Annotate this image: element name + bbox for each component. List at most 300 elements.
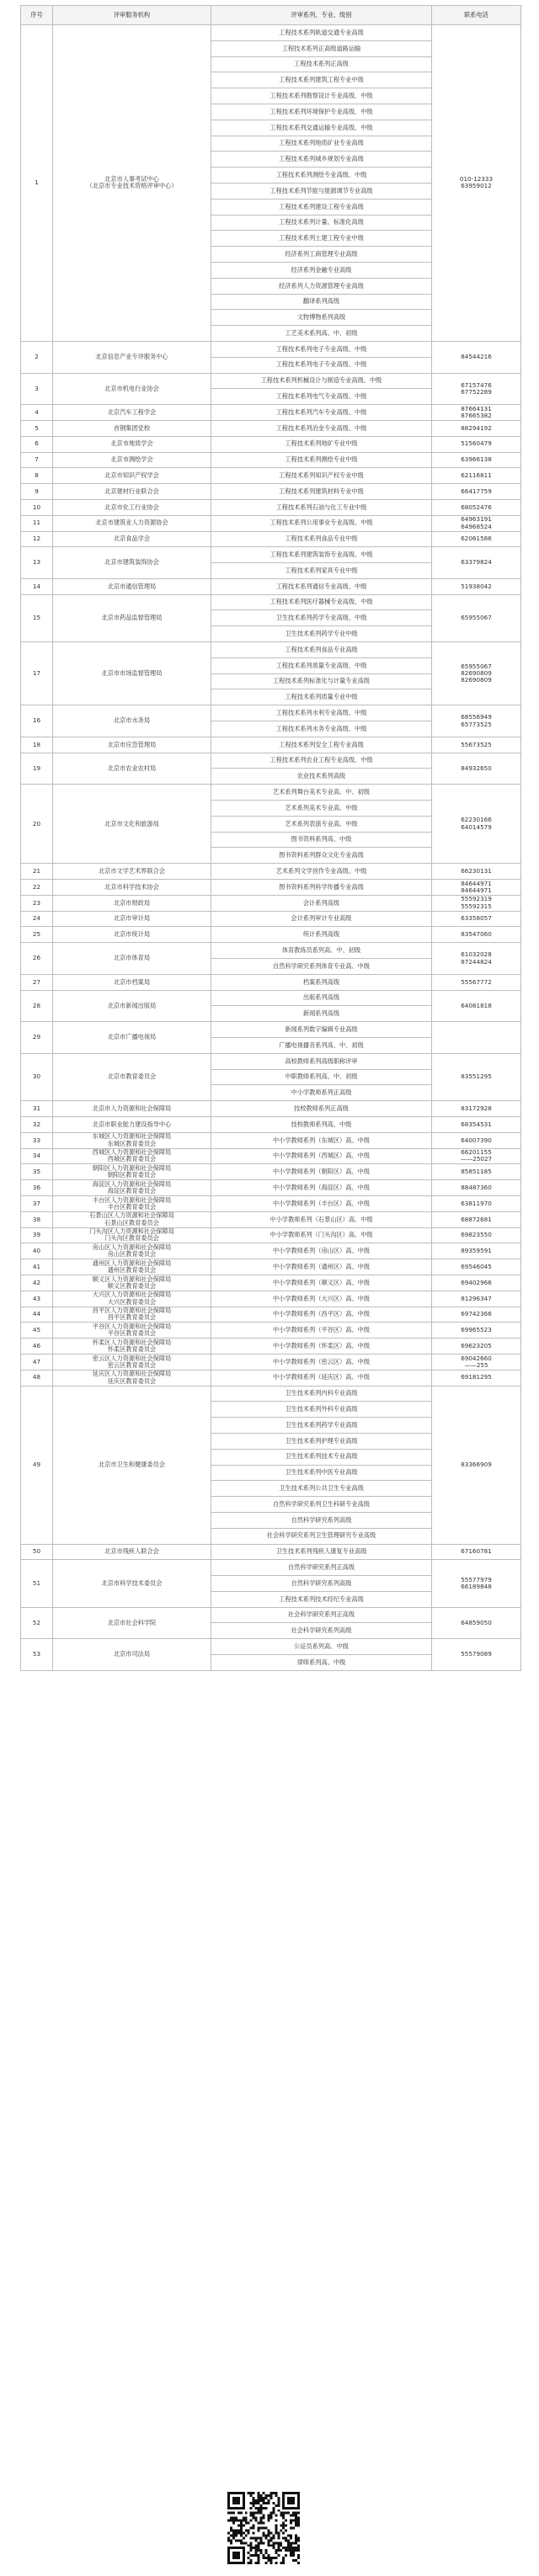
qr-module [227, 2559, 230, 2562]
qr-module [297, 2504, 300, 2507]
qr-module [297, 2562, 300, 2564]
qr-module [287, 2547, 290, 2549]
category-cell: 经济系列工商管理专业高级 [211, 247, 432, 263]
organization-cell [53, 737, 211, 753]
category-cell: 工程技术系列测绘专业中级 [211, 452, 432, 468]
organization-cell [53, 405, 211, 421]
table-row [21, 737, 521, 753]
organization-cell [53, 1259, 211, 1275]
qr-module [240, 2531, 243, 2534]
qr-module [282, 2562, 285, 2564]
qr-module [270, 2531, 272, 2534]
phone-cell [432, 943, 521, 975]
qr-module [258, 2507, 260, 2509]
phone-number: 67157476 [461, 381, 492, 389]
qr-module [263, 2499, 265, 2502]
phone-number: 83366909 [461, 1460, 492, 1468]
qr-module [240, 2492, 243, 2494]
qr-module [292, 2515, 295, 2517]
organization-cell [53, 468, 211, 484]
qr-module [240, 2525, 243, 2527]
organization-cell [53, 1211, 211, 1227]
phone-number: 82690809 [461, 676, 492, 684]
qr-module [272, 2512, 275, 2515]
qr-module [282, 2522, 285, 2525]
category-cell: 中小学教师系列（平谷区）高、中级 [211, 1323, 432, 1339]
organization-name: 通州区教育委员会 [107, 1266, 157, 1275]
organization-name: 通州区人力资源和社会保障局 [92, 1259, 172, 1267]
organization-cell [53, 1307, 211, 1323]
qr-module [295, 2541, 297, 2544]
qr-module [253, 2517, 255, 2520]
qr-module [250, 2536, 253, 2539]
qr-module [280, 2512, 282, 2515]
qr-module [277, 2554, 280, 2557]
phone-cell [432, 1180, 521, 1196]
qr-module [277, 2536, 280, 2539]
qr-module [253, 2492, 255, 2494]
qr-module [232, 2534, 235, 2536]
organization-name: 北京市财政局 [113, 898, 151, 907]
qr-module [277, 2502, 280, 2504]
category-cell: 中小学教师系列（西城区）高、中级 [211, 1148, 432, 1164]
category-cell: 工程技术系列正高级 [211, 56, 432, 72]
row-index: 19 [21, 753, 53, 785]
qr-module [260, 2512, 263, 2515]
qr-module [237, 2529, 240, 2531]
qr-module [295, 2559, 297, 2562]
organization-cell [53, 436, 211, 452]
phone-number: 63358057 [461, 914, 492, 923]
category-cell: 卫生技术系列公共卫生专业高级 [211, 1481, 432, 1497]
qr-module [282, 2547, 285, 2549]
phone-number: 69623205 [461, 1341, 492, 1349]
phone-cell [432, 547, 521, 579]
qr-module [263, 2541, 265, 2544]
qr-module [235, 2552, 237, 2554]
qr-module [227, 2557, 230, 2559]
qr-module [295, 2539, 297, 2541]
qr-module [290, 2507, 292, 2509]
qr-module [230, 2520, 232, 2522]
category-cell: 统计系列高级 [211, 927, 432, 943]
qr-module [297, 2557, 300, 2559]
qr-module [290, 2499, 292, 2502]
phone-number: 61032028 [461, 950, 492, 959]
row-index: 33 [21, 1132, 53, 1148]
qr-module [260, 2536, 263, 2539]
organization-cell [53, 1227, 211, 1243]
qr-module [250, 2502, 253, 2504]
table-row [21, 705, 521, 721]
qr-module [290, 2522, 292, 2525]
qr-module [253, 2547, 255, 2549]
phone-number: 64963191 [461, 515, 492, 524]
qr-module [292, 2507, 295, 2509]
qr-module [255, 2544, 258, 2547]
qr-module [263, 2554, 265, 2557]
qr-module [240, 2522, 243, 2525]
table-row [21, 499, 521, 515]
qr-module [280, 2525, 282, 2527]
row-index: 7 [21, 452, 53, 468]
phone-number: 62116811 [461, 471, 492, 480]
category-cell: 卫生技术系列中医专业高级 [211, 1465, 432, 1481]
qr-module [290, 2547, 292, 2549]
qr-module [297, 2525, 300, 2527]
organization-name: 房山区人力资源和社会保障局 [92, 1243, 172, 1251]
organization-name: 北京市建筑业人力资源协会 [95, 519, 168, 527]
table-row [21, 1116, 521, 1132]
qr-module [258, 2549, 260, 2552]
phone-number: 68556949 [461, 713, 492, 721]
organization-name: 北京市人力资源和社会保障局 [92, 1104, 172, 1112]
qr-module [277, 2531, 280, 2534]
phone-number: 83547060 [461, 930, 492, 939]
qr-module [270, 2494, 272, 2497]
qr-module [272, 2547, 275, 2549]
qr-module [258, 2536, 260, 2539]
qr-module [250, 2547, 253, 2549]
qr-module [282, 2515, 285, 2517]
category-cell: 中小学教师系列（密云区）高、中级 [211, 1354, 432, 1370]
phone-number: 69181295 [461, 1373, 492, 1381]
qr-module [264, 2507, 267, 2509]
row-index: 21 [21, 864, 53, 880]
qr-module [292, 2552, 295, 2554]
qr-module [243, 2499, 245, 2502]
qr-module [292, 2512, 295, 2515]
qr-module [237, 2525, 240, 2527]
category-cell: 自然科学研究系列卫生科研专业高级 [211, 1497, 432, 1513]
qr-module [263, 2531, 265, 2534]
phone-cell [432, 420, 521, 436]
qr-module [260, 2494, 263, 2497]
qr-module [282, 2536, 285, 2539]
qr-module [240, 2547, 243, 2549]
row-index: 10 [21, 499, 53, 515]
organization-cell [53, 1370, 211, 1386]
category-cell: 工程技术系列水利专业高级、中级 [211, 705, 432, 721]
phone-number: ——255 [464, 1360, 488, 1369]
qr-module [235, 2562, 237, 2564]
qr-module [280, 2562, 282, 2564]
qr-module [243, 2507, 245, 2509]
qr-module [270, 2539, 272, 2541]
row-index: 49 [21, 1386, 53, 1544]
qr-module [280, 2549, 282, 2552]
qr-module [243, 2554, 245, 2557]
category-cell: 工程技术系列城乡规划专业高级 [211, 152, 432, 168]
qr-module [267, 2529, 270, 2531]
organization-name: 北京市地质学会 [110, 439, 153, 448]
qr-module [292, 2497, 295, 2499]
organization-name: （北京市专业技术资格评审中心） [86, 182, 178, 190]
qr-module [292, 2559, 295, 2562]
table-row [21, 642, 521, 658]
category-cell: 艺术系列舞台美术专业高、中、初级 [211, 785, 432, 801]
qr-module [263, 2557, 265, 2559]
organization-cell [53, 1544, 211, 1560]
qr-module [282, 2527, 285, 2530]
phone-cell [432, 1370, 521, 1386]
category-cell: 中小学教师系列（石景山区）高、中级 [211, 1211, 432, 1227]
category-cell: 工程技术系列建筑装饰专业高级、中级 [211, 547, 432, 563]
qr-module [287, 2507, 290, 2509]
table-row [21, 484, 521, 500]
qr-module [292, 2520, 295, 2522]
phone-cell [432, 895, 521, 911]
qr-module [255, 2520, 258, 2522]
qr-module [277, 2541, 280, 2544]
qr-module [272, 2534, 275, 2536]
qr-module [275, 2504, 277, 2507]
qr-module [272, 2492, 275, 2494]
phone-cell [432, 436, 521, 452]
organization-cell [53, 1291, 211, 1307]
qr-module [285, 2536, 287, 2539]
row-index: 8 [21, 468, 53, 484]
category-cell: 工程技术系列轨道交通专业高级 [211, 25, 432, 41]
organization-name: 怀柔区教育委员会 [107, 1345, 157, 1354]
organization-cell [53, 880, 211, 896]
phone-cell [432, 1607, 521, 1639]
table-row [21, 1307, 521, 1323]
qr-module [264, 2562, 267, 2564]
phone-cell [432, 1211, 521, 1227]
table-row [21, 895, 521, 911]
phone-cell [432, 1259, 521, 1275]
organization-name: 北京市应急管理局 [107, 740, 157, 748]
organization-cell [53, 911, 211, 927]
qr-module [258, 2502, 260, 2504]
row-index: 18 [21, 737, 53, 753]
qr-module [275, 2525, 277, 2527]
category-cell: 艺术系列美术专业高、中级 [211, 801, 432, 817]
category-cell: 自然科学研究系列正高级 [211, 1560, 432, 1576]
organization-name: 北京市社会科学院 [107, 1618, 157, 1626]
qr-module [253, 2536, 255, 2539]
table-row [21, 341, 521, 357]
qr-module [235, 2497, 237, 2499]
phone-number: 66201155 [461, 1148, 492, 1157]
qr-module [260, 2552, 263, 2554]
qr-module [285, 2529, 287, 2531]
qr-module [232, 2557, 235, 2559]
qr-module [297, 2544, 300, 2547]
qr-module [295, 2515, 297, 2517]
qr-module [272, 2507, 275, 2509]
category-cell: 广播电视播音系列高、中、初级 [211, 1038, 432, 1054]
category-cell: 中小学教师系列（门头沟区）高、中级 [211, 1227, 432, 1243]
qr-module [282, 2494, 285, 2497]
row-index: 41 [21, 1259, 53, 1275]
organization-cell [53, 1639, 211, 1671]
qr-module [253, 2502, 255, 2504]
qr-module [267, 2520, 270, 2522]
qr-module [227, 2547, 230, 2549]
qr-module [240, 2507, 243, 2509]
row-index: 16 [21, 705, 53, 737]
qr-module [237, 2512, 240, 2515]
phone-cell [432, 1148, 521, 1164]
qr-module [258, 2527, 260, 2530]
category-cell: 经济系列人力资源管理专业高级 [211, 278, 432, 294]
row-index: 4 [21, 405, 53, 421]
organization-cell [53, 705, 211, 737]
row-index: 53 [21, 1639, 53, 1671]
qr-module [227, 2502, 230, 2504]
qr-module [263, 2497, 265, 2499]
table-row [21, 1164, 521, 1180]
row-index: 17 [21, 642, 53, 705]
qr-module [237, 2531, 240, 2534]
category-cell: 中小学教师系列（东城区）高、中级 [211, 1132, 432, 1148]
table-row [21, 990, 521, 1006]
phone-number: 87665382 [461, 412, 492, 420]
qr-module [290, 2520, 292, 2522]
qr-module [232, 2562, 235, 2564]
qr-module [267, 2515, 270, 2517]
phone-cell [432, 1639, 521, 1671]
organization-name: 北京市职业能力建设指导中心 [92, 1120, 172, 1128]
qr-module [255, 2517, 258, 2520]
qr-module [245, 2534, 248, 2536]
organization-name: 顺义区教育委员会 [107, 1281, 157, 1290]
qr-module [250, 2520, 253, 2522]
qr-module [275, 2549, 277, 2552]
qr-module [260, 2507, 263, 2509]
row-index: 46 [21, 1339, 53, 1355]
organization-cell [53, 484, 211, 500]
qr-module [295, 2549, 297, 2552]
table-row [21, 1195, 521, 1211]
qr-module [235, 2547, 237, 2549]
qr-module [227, 2554, 230, 2557]
qr-module [263, 2517, 265, 2520]
table-row [21, 943, 521, 959]
qr-module [245, 2520, 248, 2522]
phone-number: 51560479 [461, 439, 492, 448]
table-row [21, 864, 521, 880]
qr-module [267, 2544, 270, 2547]
qr-module [255, 2554, 258, 2557]
qr-module [272, 2509, 275, 2512]
qr-code-image [227, 2492, 300, 2564]
organization-cell [53, 974, 211, 990]
qr-module [290, 2554, 292, 2557]
category-cell: 工程技术系列建筑工程专业中级 [211, 72, 432, 88]
qr-module [260, 2541, 263, 2544]
organization-name: 朝阳区教育委员会 [107, 1171, 157, 1179]
organization-cell [53, 373, 211, 405]
phone-number: 68354531 [461, 1120, 492, 1128]
qr-module [227, 2552, 230, 2554]
row-index: 31 [21, 1101, 53, 1117]
qr-module [258, 2529, 260, 2531]
category-cell: 工程技术系列电子专业高级、中级 [211, 357, 432, 373]
organization-cell [53, 1180, 211, 1196]
category-cell: 工程技术系列水务专业高级、中级 [211, 721, 432, 737]
qr-module [287, 2512, 290, 2515]
row-index: 42 [21, 1275, 53, 1291]
qr-module [270, 2497, 272, 2499]
table-row [21, 578, 521, 594]
qr-module [292, 2492, 295, 2494]
phone-cell [432, 1560, 521, 1607]
organization-name: 怀柔区人力资源和社会保障局 [92, 1338, 172, 1346]
qr-module [240, 2541, 243, 2544]
qr-module [232, 2547, 235, 2549]
category-cell: 工程技术系列建设工程专业高级 [211, 199, 432, 215]
qr-module [295, 2512, 297, 2515]
organization-name: 大兴区教育委员会 [107, 1297, 157, 1306]
phone-number: 69042660 [461, 1354, 492, 1362]
phone-cell [432, 1195, 521, 1211]
category-cell: 卫生技术系列残疾人康复专业高级 [211, 1544, 432, 1560]
row-index: 5 [21, 420, 53, 436]
organization-cell [53, 25, 211, 342]
qr-module [267, 2557, 270, 2559]
phone-number: 69823550 [461, 1231, 492, 1239]
qr-module [264, 2497, 267, 2499]
qr-module [243, 2531, 245, 2534]
row-index: 3 [21, 373, 53, 405]
category-cell: 工艺美术系列高、中、初级 [211, 326, 432, 342]
table-row [21, 1607, 521, 1623]
qr-module [230, 2527, 232, 2530]
category-cell: 工程技术系列计量、标准化高级 [211, 215, 432, 231]
category-cell: 工程技术系列医疗器械专业高级、中级 [211, 594, 432, 610]
phone-cell [432, 373, 521, 405]
category-cell: 中小学教师系列（海淀区）高、中级 [211, 1180, 432, 1196]
organization-cell [53, 341, 211, 373]
qr-module [297, 2499, 300, 2502]
qr-module [282, 2502, 285, 2504]
row-index: 51 [21, 1560, 53, 1607]
category-cell: 工程技术系列家具专业中级 [211, 563, 432, 579]
qr-module [295, 2517, 297, 2520]
category-cell: 翻译系列高级 [211, 294, 432, 310]
organization-name: 北京市市场监督管理局 [101, 669, 163, 678]
category-cell: 工程技术系列建筑材料专业中级 [211, 484, 432, 500]
evaluation-agencies-table [20, 5, 521, 1671]
phone-number: 89359591 [461, 1247, 492, 1255]
phone-cell [432, 1022, 521, 1054]
organization-cell [53, 1164, 211, 1180]
qr-module [258, 2547, 260, 2549]
qr-module [250, 2494, 253, 2497]
qr-module [243, 2502, 245, 2504]
qr-module [245, 2517, 248, 2520]
category-cell: 新闻系列高级 [211, 1006, 432, 1022]
qr-module [232, 2536, 235, 2539]
qr-module [292, 2554, 295, 2557]
category-cell: 工程技术系列知识产权专业中级 [211, 468, 432, 484]
qr-module [275, 2527, 277, 2530]
qr-module [290, 2515, 292, 2517]
phone-number: 82690809 [461, 669, 492, 678]
category-cell: 工程技术系列食品专业高级 [211, 642, 432, 658]
row-index: 14 [21, 578, 53, 594]
phone-number: 64081818 [461, 1001, 492, 1009]
phone-number: 55567772 [461, 977, 492, 986]
organization-name: 北京市测绘学会 [110, 455, 153, 464]
organization-name: 北京市知识产权学会 [104, 471, 159, 480]
row-index: 47 [21, 1354, 53, 1370]
row-index: 23 [21, 895, 53, 911]
qr-module [243, 2557, 245, 2559]
